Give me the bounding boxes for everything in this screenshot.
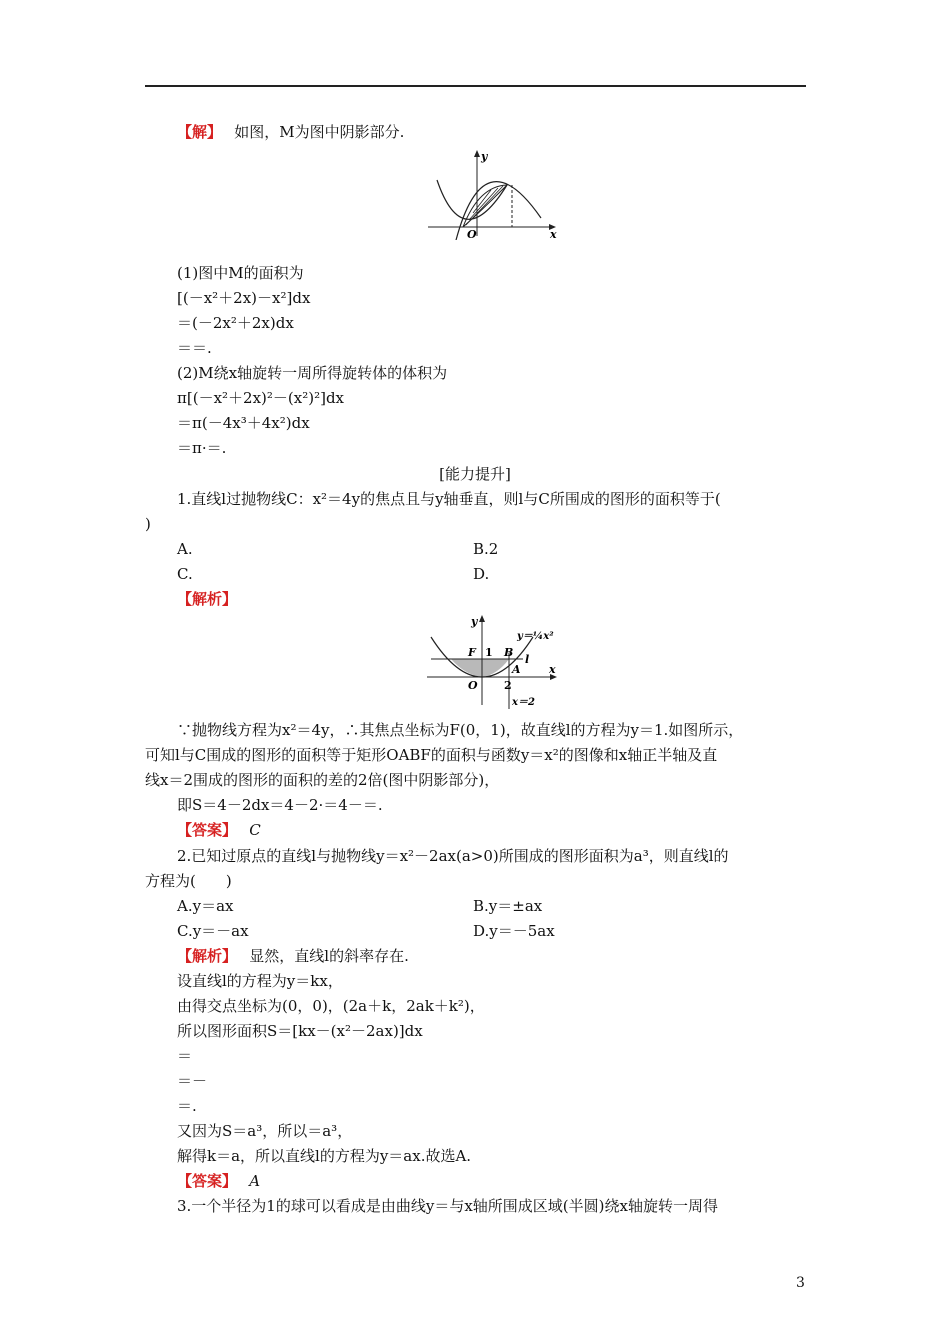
q2-sol-line-2: 由得交点坐标为(0，0)，(2a＋k，2ak＋k²)， xyxy=(177,997,485,1015)
q1-sol-line-2: 可知l与C围成的图形的面积等于矩形OABF的面积与函数y＝x²的图像和x轴正半轴及直 xyxy=(145,746,718,764)
q2-analysis-tag: 【解析】 xyxy=(177,947,230,965)
section-title: [能力提升] xyxy=(439,465,511,483)
q1-sol-line-3: 线x＝2围成的图形的面积的差的2倍(图中阴影部分)， xyxy=(145,771,500,789)
fig2-point-a: A xyxy=(512,663,521,676)
q1-option-c: C. xyxy=(177,565,193,583)
b1-line-5: (2)M绕x轴旋转一周所得旋转体的体积为 xyxy=(177,364,448,382)
q1-analysis-tag-line xyxy=(177,589,237,609)
q2-sol-line-4: ＝ xyxy=(177,1047,193,1065)
q2-sol-line-8: 解得k＝a，所以直线l的方程为y＝ax.故选A. xyxy=(177,1147,472,1165)
fig2-origin-label: O xyxy=(468,679,478,692)
q1-analysis-tag: 【解析】 xyxy=(177,590,238,608)
q3-stem-line-1: 3.一个半径为1的球可以看成是由曲线y＝与x轴所围成区域(半圆)绕x轴旋转一周得 xyxy=(177,1197,718,1215)
fig2-x-label: x xyxy=(549,663,556,676)
shaded-region xyxy=(451,659,509,677)
q2-analysis xyxy=(177,946,409,966)
q1-stem-line-1: 1.直线l过抛物线C：x²＝4y的焦点且与y轴垂直，则l与C所围成的图形的面积等于( xyxy=(177,490,721,508)
q2-sol-line-6: ＝. xyxy=(177,1097,197,1115)
q2-answer-value: A xyxy=(249,1172,261,1190)
b1-line-6: π[(－x²＋2x)²－(x²)²]dx xyxy=(177,389,345,407)
q1-stem-line-2: ) xyxy=(145,515,151,533)
q2-sol-line-5: ＝－ xyxy=(177,1072,208,1090)
q1-answer-tag: 【答案】 xyxy=(177,821,230,839)
fig2-line-label: l xyxy=(525,653,530,666)
q1-sol-line-4: 即S＝4－2dx＝4－2·＝4－＝. xyxy=(177,796,383,814)
fig2-point-one: 1 xyxy=(485,646,493,659)
q2-stem-line-2: 方程为( ) xyxy=(145,872,232,890)
q2-sol-line-1: 设直线l的方程为y＝kx， xyxy=(177,972,343,990)
q1-option-d: D. xyxy=(473,565,490,583)
fig2-y-label: y xyxy=(471,615,478,628)
fig1-origin-label: O xyxy=(467,228,477,240)
solution-intro-text: 如图，M为图中阴影部分. xyxy=(234,123,405,141)
q2-answer-tag: 【答案】 xyxy=(177,1172,230,1190)
fig2-point-two: 2 xyxy=(504,679,512,692)
fig1-y-label: y xyxy=(481,150,488,163)
q1-sol-line-1: ∵抛物线方程为x²＝4y，∴其焦点坐标为F(0，1)，故直线l的方程为y＝1.如图所示， xyxy=(177,721,744,739)
q2-option-c: C.y＝－ax xyxy=(177,922,249,940)
q1-option-b: B.2 xyxy=(473,540,499,558)
b1-line-2: [(－x²＋2x)－x²]dx xyxy=(177,289,311,307)
b1-line-1: (1)图中M的面积为 xyxy=(177,264,304,282)
b1-line-7: ＝π(－4x³＋4x²)dx xyxy=(177,414,310,432)
q2-option-d: D.y＝－5ax xyxy=(473,922,555,940)
b1-line-3: ＝(－2x²＋2x)dx xyxy=(177,314,294,332)
q2-sol-line-3: 所以图形面积S＝[kx－(x²－2ax)]dx xyxy=(177,1022,423,1040)
b1-line-8: ＝π·＝. xyxy=(177,439,227,457)
fig2-point-f: F xyxy=(468,646,476,659)
fig1-x-label: x xyxy=(550,228,557,240)
figure-2 xyxy=(425,613,565,711)
fig2-x2-label: x＝2 xyxy=(512,697,535,708)
solution-tag: 【解】 xyxy=(177,123,215,141)
q2-answer xyxy=(177,1171,260,1191)
b1-line-4: ＝＝. xyxy=(177,339,212,357)
page-number: 3 xyxy=(796,1275,805,1291)
fig2-point-b: B xyxy=(504,646,514,659)
q2-stem-line-1: 2.已知过原点的直线l与抛物线y＝x²－2ax(a>0)所围成的图形面积为a³，则直线l的 xyxy=(177,847,729,865)
q2-sol-line-7: 又因为S＝a³，所以＝a³， xyxy=(177,1122,353,1140)
figure-1 xyxy=(425,148,565,240)
header-rule xyxy=(145,85,806,87)
q1-answer xyxy=(177,820,261,840)
q2-option-a: A.y＝ax xyxy=(177,897,234,915)
q1-option-a: A. xyxy=(177,540,193,558)
fig2-curve-label: y＝¼x² xyxy=(517,631,554,642)
solution-intro xyxy=(177,122,404,142)
q2-analysis-text: 显然，直线l的斜率存在. xyxy=(249,947,409,965)
q2-option-b: B.y＝±ax xyxy=(473,897,543,915)
q1-answer-value: C xyxy=(249,821,261,839)
